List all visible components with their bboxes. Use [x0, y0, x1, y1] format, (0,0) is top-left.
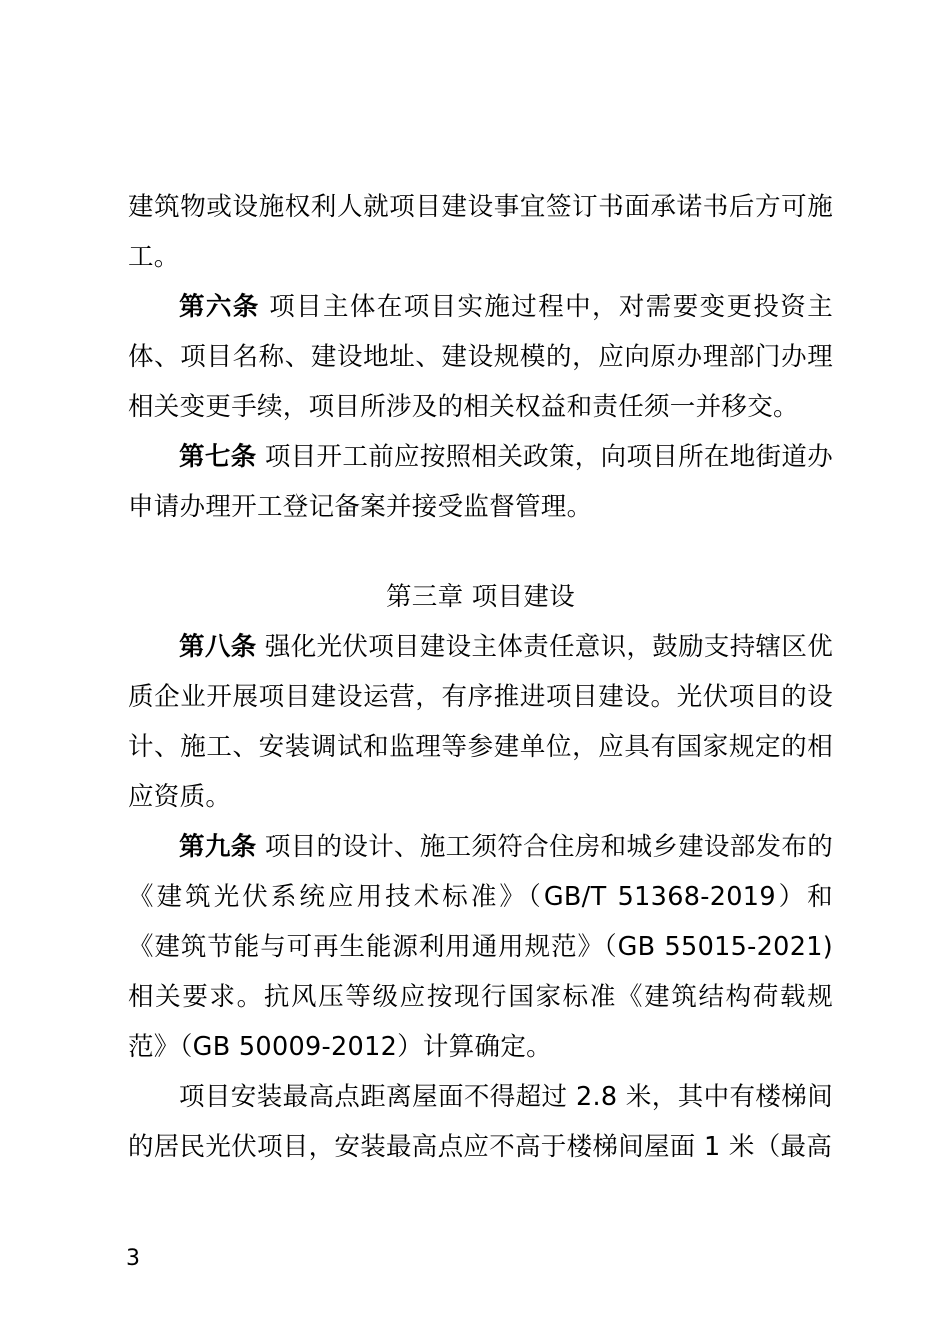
article-6: [128, 282, 833, 432]
document-body: [128, 182, 833, 1172]
page-number: 3: [126, 1246, 140, 1271]
article-6-label: 第六条: [179, 292, 260, 322]
article-9: [128, 822, 833, 1072]
installation-height-paragraph: 项目安装最高点距离屋面不得超过 2.8 米，其中有楼梯间的居民光伏项目，安装最高点应不高于楼梯间屋面 1 米（最高: [128, 1082, 833, 1162]
article-7-label: 第七条: [179, 442, 257, 472]
article-8-text: 强化光伏项目建设主体责任意识，鼓励支持辖区优质企业开展项目建设运营，有序推进项目建设。光伏项目的设计、施工、安装调试和监理等参建单位，应具有国家规定的相应资质。: [128, 632, 833, 812]
continuation-paragraph: 建筑物或设施权利人就项目建设事宜签订书面承诺书后方可施工。: [128, 192, 833, 272]
article-8: [128, 622, 833, 822]
chapter-3-heading: 第三章 项目建设: [385, 582, 575, 612]
article-7: [128, 432, 833, 532]
article-8-label: 第八条: [179, 632, 257, 662]
article-7-text: 项目开工前应按照相关政策，向项目所在地街道办申请办理开工登记备案并接受监督管理。: [128, 442, 833, 522]
article-9-label: 第九条: [179, 832, 257, 862]
article-6-text: 项目主体在项目实施过程中，对需要变更投资主体、项目名称、建设地址、建设规模的，应向原办理部门办理相关变更手续，项目所涉及的相关权益和责任须一并移交。: [128, 292, 833, 422]
article-9-text: 项目的设计、施工须符合住房和城乡建设部发布的《建筑光伏系统应用技术标准》（GB/T 51368-2019）和《建筑节能与可再生能源利用通用规范》（GB 55015-2021)相关要求。抗风压等级应按现行国家标准《建筑结构荷载规范》（GB 50009-2012）计算确定。: [128, 832, 833, 1062]
